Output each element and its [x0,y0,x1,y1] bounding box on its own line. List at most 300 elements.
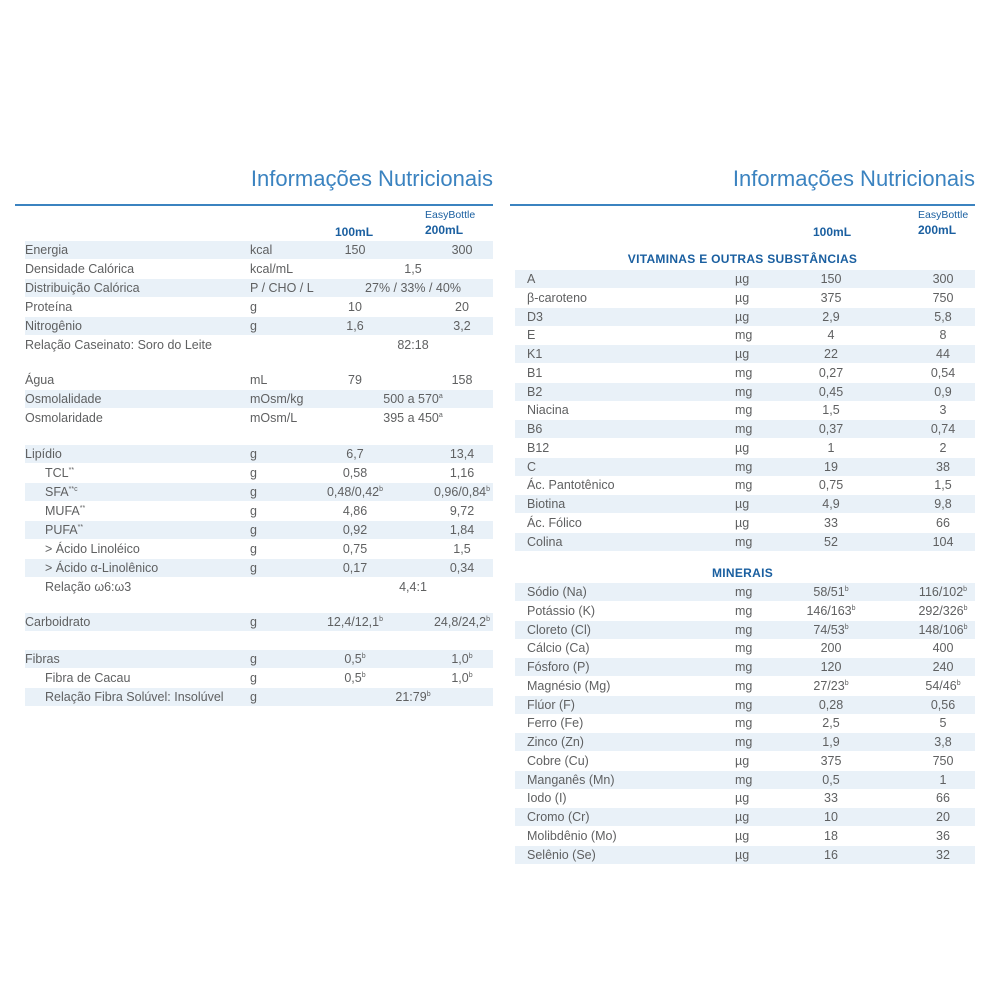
nutrient-unit [735,383,752,401]
nutrient-unit-text: mg [735,716,753,731]
nutrient-unit [735,658,752,676]
nutrient-value-100ml-text: 4 [827,328,835,343]
nutrient-name-text: B12 [527,440,550,455]
nutrient-name [527,583,587,601]
table-row [515,439,975,457]
nutrient-value-200ml-text: 1,5 [453,542,471,556]
nutrient-value-200ml [936,514,950,532]
nutrient-unit-text: µg [735,290,750,305]
nutrient-value-200ml-text: 66 [936,515,950,530]
nutrient-value-200ml-text: 0,74 [930,422,956,436]
left-100ml-header: 100mL [335,225,374,239]
nutrient-unit-text: µg [735,440,750,455]
nutrient-name [527,401,569,419]
nutrient-value-100ml [821,658,842,676]
nutrient-unit [250,483,257,501]
nutrient-name-text: Molibdênio (Mo) [527,828,617,843]
nutrient-unit [250,260,293,278]
nutrient-value-200ml-footnote: b [963,604,968,612]
nutrient-name-text: C [527,459,537,474]
nutrient-value-100ml-text: 2,5 [822,716,840,731]
table-row [25,559,493,577]
nutrient-value-200ml-text: 1,5 [934,478,952,493]
nutrient-value-200ml [934,733,951,751]
nutrient-name-text: PUFA [45,523,78,537]
nutrient-value-200ml-text: 38 [936,459,950,474]
table-row [515,476,975,494]
nutrient-name-text: Colina [527,534,563,549]
nutrient-unit-text: kcal/mL [250,262,294,276]
nutrient-name [527,270,535,288]
nutrient-value-shared-footnote: a [438,392,443,400]
table-row [515,827,975,845]
nutrient-unit [735,420,752,438]
nutrient-value-200ml [451,669,472,687]
nutrient-name [527,789,567,807]
nutrient-value-100ml-text: 22 [824,347,838,361]
nutrient-name-text: Densidade Calórica [25,262,135,276]
nutrient-value-100ml [344,669,365,687]
nutrient-name-text: Ác. Pantotênico [527,478,615,493]
nutrient-unit-text: P / CHO / L [250,281,314,295]
right-100ml-header: 100mL [813,225,852,239]
nutrient-name [25,445,62,463]
nutrient-unit-text: µg [735,347,750,361]
nutrient-unit [735,752,749,770]
nutrient-name-footnote: **c [68,485,78,493]
nutrient-name-text: Relação Fibra Solúvel: Insolúvel [45,690,224,704]
nutrient-unit [735,270,749,288]
nutrient-unit-text: g [250,615,257,629]
nutrient-value-100ml [343,559,367,577]
nutrient-name [25,317,82,335]
table-row [515,308,975,326]
nutrient-value-100ml-text: 16 [824,847,838,862]
nutrient-unit-text: mg [735,534,753,549]
nutrient-name [527,827,617,845]
table-row [25,613,493,631]
nutrient-name-text: Iodo (I) [527,791,567,806]
nutrient-value-200ml-text: 5 [939,716,947,731]
nutrient-unit [735,714,752,732]
nutrient-value-100ml [343,502,367,520]
nutrient-name-text: > Ácido α-Linolênico [45,561,159,575]
nutrient-value-100ml-text: 0,5 [344,652,362,666]
nutrient-value-200ml-text: 9,8 [934,497,952,511]
nutrient-unit-text: g [250,561,257,575]
nutrient-name [25,241,68,259]
nutrient-value-200ml [936,458,950,476]
nutrient-value-200ml-text: 0,9 [934,384,952,399]
nutrient-name-text: Fibra de Cacau [45,671,131,685]
nutrient-name [527,364,542,382]
right-panel-title: Informações Nutricionais [732,166,975,191]
nutrient-value-100ml-text: 10 [824,810,838,824]
nutrient-value-shared-text: 1,5 [404,262,422,276]
nutrient-value-100ml-text: 10 [348,300,362,314]
nutrient-unit-text: mg [735,459,753,474]
nutrient-value-100ml [828,439,835,457]
nutrient-value-100ml-text: 0,37 [818,422,844,436]
nutrient-value-100ml-text: 79 [348,373,362,387]
nutrient-unit-text: µg [735,828,750,843]
nutrient-name [25,260,134,278]
nutrient-value-100ml-text: 4,9 [822,497,840,511]
nutrient-value-100ml-footnote: b [844,679,849,687]
nutrient-unit [735,326,752,344]
nutrient-value-shared-text: 21:79 [395,690,427,704]
nutrient-name [25,409,103,427]
nutrient-name [527,420,542,438]
table-row [25,578,493,596]
nutrient-value-200ml-text: 300 [932,272,954,286]
nutrient-value-200ml [450,445,474,463]
nutrient-value-shared-text: 82:18 [397,338,429,352]
nutrient-unit [250,650,257,668]
table-row [515,621,975,639]
nutrient-name-text: Selênio (Se) [527,847,596,862]
nutrient-value-200ml-footnote: b [468,671,473,679]
nutrient-value-shared-footnote: b [426,690,431,698]
nutrient-value-100ml [348,298,362,316]
nutrient-unit-text: mg [735,478,753,493]
table-row [25,688,493,706]
nutrient-unit-text: µg [735,272,750,286]
nutrient-name-text: Niacina [527,403,569,418]
table-row [25,409,493,427]
nutrient-value-200ml [434,613,490,631]
nutrient-value-200ml-text: 8 [939,328,947,343]
nutrient-value-200ml [918,621,967,639]
nutrient-value-200ml [940,326,947,344]
nutrient-unit [735,439,749,457]
nutrient-unit-text: mg [735,641,753,656]
nutrient-value-100ml-text: 1 [827,440,835,455]
nutrient-value-200ml [933,658,954,676]
nutrient-value-shared [397,336,428,354]
nutrient-unit [735,639,752,657]
nutrient-name [45,578,131,596]
nutrient-value-200ml [934,383,951,401]
nutrient-unit [250,445,257,463]
table-row [25,279,493,297]
nutrient-value-200ml-text: 240 [932,660,954,674]
nutrient-value-200ml-text: 32 [936,847,950,862]
nutrient-unit [735,846,749,864]
nutrient-value-200ml [931,420,955,438]
nutrient-unit [735,308,749,326]
left-title-rule [15,204,493,206]
nutrient-name [45,464,74,482]
nutrient-value-200ml [933,752,954,770]
nutrient-name [527,677,610,695]
table-row [515,583,975,601]
nutrient-value-200ml-text: 36 [936,828,950,843]
nutrient-value-200ml-text: 24,8/24,2 [433,615,487,629]
nutrient-value-100ml [344,650,365,668]
nutrient-name-footnote: ** [79,504,86,512]
nutrient-name [25,650,60,668]
table-row [515,326,975,344]
nutrient-value-100ml-text: 120 [820,660,842,674]
nutrient-name [527,696,575,714]
nutrient-name-footnote: ** [77,523,84,531]
table-row [515,846,975,864]
nutrient-value-200ml [940,401,947,419]
nutrient-name-text: Carboidrato [25,615,91,629]
nutrient-value-100ml [822,308,839,326]
nutrient-value-200ml [452,371,473,389]
nutrient-value-100ml-text: 146/163 [806,603,852,618]
nutrient-name [527,714,583,732]
nutrient-unit-text: g [250,466,257,480]
nutrient-value-100ml [327,483,383,501]
nutrient-value-200ml [434,483,490,501]
nutrient-value-200ml [933,533,954,551]
nutrient-name [45,521,83,539]
nutrient-value-200ml-text: 750 [932,290,954,305]
nutrient-value-200ml [455,298,469,316]
nutrient-value-200ml [450,502,474,520]
nutrient-unit [250,464,257,482]
minerals-section-header: MINERAIS [711,566,774,580]
nutrient-value-200ml-text: 3 [939,403,947,418]
nutrient-value-shared [365,279,461,297]
nutrient-value-100ml [343,464,367,482]
nutrient-name [25,390,101,408]
nutrient-unit [250,409,297,427]
nutrient-value-shared-footnote: a [438,411,443,419]
nutrient-value-200ml-text: 20 [455,300,469,314]
nutrient-name [25,336,212,354]
nutrient-name [527,289,587,307]
left-panel-title: Informações Nutricionais [250,166,493,191]
nutrient-value-100ml [346,317,363,335]
table-row [25,445,493,463]
nutrient-name-text: Cloreto (Cl) [527,622,591,637]
table-row [25,669,493,687]
nutrient-name-text: Relação Caseinato: Soro do Leite [25,338,212,352]
nutrient-name-text: B1 [527,365,543,380]
nutrient-unit-text: g [250,485,257,499]
nutrient-unit [735,533,752,551]
nutrient-name-text: MUFA [45,504,80,518]
nutrient-value-100ml [822,401,839,419]
nutrient-name-text: Proteína [25,300,73,314]
nutrient-value-100ml [821,639,842,657]
nutrient-name-text: TCL [45,466,69,480]
nutrient-name [527,383,542,401]
nutrient-value-100ml [824,846,838,864]
nutrient-name-text: Manganês (Mn) [527,772,615,787]
nutrient-name-text: A [527,272,536,286]
nutrient-value-100ml [824,808,838,826]
nutrient-value-200ml [453,317,470,335]
nutrient-value-200ml [936,345,950,363]
nutrient-unit [735,458,752,476]
nutrient-value-100ml-text: 0,75 [342,542,368,556]
nutrient-unit [735,696,752,714]
nutrient-unit [735,583,752,601]
nutrient-unit [735,771,752,789]
nutrient-name [527,514,582,532]
nutrient-unit-text: µg [735,791,750,806]
nutrient-value-100ml [343,540,367,558]
nutrient-value-100ml-footnote: b [844,585,849,593]
nutrient-value-200ml-text: 750 [932,753,954,768]
nutrient-name [527,533,562,551]
nutrient-unit-text: g [250,300,257,314]
nutrient-value-100ml [821,270,842,288]
nutrient-name [527,752,589,770]
table-row [515,677,975,695]
nutrient-name [45,559,158,577]
nutrient-unit [250,502,257,520]
nutrient-value-200ml-text: 54/46 [925,678,957,693]
nutrient-value-100ml-footnote: b [379,615,384,623]
nutrient-name-text: Ferro (Fe) [527,716,584,731]
nutrient-value-100ml-text: 1,9 [822,735,840,749]
nutrient-name-footnote: ** [68,466,75,474]
nutrient-value-200ml [919,583,967,601]
nutrient-name [527,771,615,789]
nutrient-name-text: Lipídio [25,447,62,461]
nutrient-value-100ml [327,613,383,631]
nutrient-unit-text: mL [250,373,268,387]
nutrient-unit-text: mg [735,384,753,399]
nutrient-value-100ml [822,495,839,513]
nutrient-value-200ml [918,602,967,620]
nutrient-name [45,688,224,706]
nutrient-value-200ml-text: 400 [932,641,954,656]
nutrient-value-200ml [450,464,474,482]
nutrient-unit [735,476,752,494]
nutrient-value-200ml-text: 9,72 [449,504,475,518]
nutrient-unit-text: g [250,652,257,666]
right-title-rule [510,204,975,206]
nutrient-name [25,613,90,631]
nutrient-name [45,669,130,687]
nutrient-unit [735,621,752,639]
nutrient-name [527,639,590,657]
nutrient-value-100ml-text: 375 [820,753,842,768]
nutrient-value-100ml-text: 200 [820,641,842,656]
nutrient-value-200ml-footnote: b [963,623,968,631]
nutrient-value-100ml-text: 0,17 [342,561,368,575]
nutrient-value-100ml [828,326,835,344]
nutrient-value-100ml-footnote: b [361,652,366,660]
nutrient-name [527,495,565,513]
nutrient-value-shared [383,390,443,408]
nutrient-name-text: Osmolaridade [25,411,103,425]
nutrient-unit-text: mOsm/L [250,411,298,425]
left-200ml-header: 200mL [425,223,464,237]
nutrient-value-100ml-text: 52 [824,534,838,549]
nutrient-value-200ml-text: 0,34 [449,561,475,575]
nutrient-value-100ml-text: 6,7 [346,447,364,461]
nutrient-value-200ml-text: 0,54 [930,365,956,380]
table-row [515,658,975,676]
nutrient-unit [250,521,257,539]
table-row [515,345,975,363]
nutrient-value-200ml-text: 3,2 [453,319,471,333]
nutrient-unit-text: mg [735,328,753,343]
left-easybottle-label: EasyBottle [425,209,476,221]
nutrient-unit [735,602,752,620]
table-row [515,789,975,807]
nutrient-unit [250,540,257,558]
nutrient-unit-text: µg [735,847,750,862]
nutrient-value-100ml [813,677,848,695]
nutrient-name-text: β-caroteno [527,290,587,305]
nutrient-unit [735,289,749,307]
nutrient-value-200ml-text: 3,8 [934,735,952,749]
nutrient-unit-text: mg [735,403,753,418]
table-row [515,696,975,714]
nutrient-name-text: Magnésio (Mg) [527,678,611,693]
nutrient-value-100ml-text: 0,28 [818,697,844,712]
nutrient-value-100ml [824,827,838,845]
nutrient-value-100ml-text: 74/53 [813,622,845,637]
table-row [25,483,493,501]
nutrient-unit-text: mg [735,422,753,436]
nutrient-value-200ml-footnote: b [963,585,968,593]
nutrient-value-100ml-footnote: b [361,671,366,679]
table-row [25,371,493,389]
nutrient-value-200ml-text: 158 [451,373,473,387]
nutrient-value-200ml [936,808,950,826]
nutrient-value-100ml [343,521,367,539]
nutrient-name-text: Água [25,373,55,387]
table-row [515,514,975,532]
nutrient-name-text: > Ácido Linoléico [45,542,140,556]
table-row [515,270,975,288]
nutrient-value-200ml-text: 20 [936,810,950,824]
nutrient-name [25,371,54,389]
nutrient-name [527,458,536,476]
nutrient-value-200ml-text: 1,84 [449,523,475,537]
nutrient-name-text: Fibras [25,652,60,666]
nutrient-unit [735,789,749,807]
nutrient-value-200ml-text: 292/326 [918,603,964,618]
nutrient-name [527,733,584,751]
nutrient-value-100ml-text: 2,9 [822,309,840,324]
nutrient-value-shared [399,578,427,596]
nutrient-value-200ml-text: 104 [932,534,954,549]
nutrient-unit-text: kcal [250,243,273,257]
table-row [515,383,975,401]
nutrient-value-200ml [925,677,960,695]
nutrient-value-200ml-text: 116/102 [918,585,964,599]
nutrient-value-200ml [450,559,474,577]
nutrient-value-100ml-footnote: b [379,485,384,493]
nutrient-value-200ml [940,771,947,789]
nutrient-value-shared-text: 4,4:1 [399,580,427,594]
nutrient-unit [735,495,749,513]
table-row [515,639,975,657]
nutrient-value-200ml [933,270,954,288]
nutrient-value-100ml [346,445,363,463]
nutrient-value-200ml-text: 0,56 [930,697,956,712]
nutrient-name [45,502,85,520]
nutrient-name-text: Nitrogênio [25,319,82,333]
nutrient-name-text: Cobre (Cu) [527,753,589,768]
nutrient-value-100ml-text: 4,86 [342,504,368,518]
nutrient-value-200ml [940,439,947,457]
nutrient-value-100ml-text: 58/51 [813,585,845,599]
nutrient-value-100ml [345,241,366,259]
nutrient-value-200ml [452,241,473,259]
